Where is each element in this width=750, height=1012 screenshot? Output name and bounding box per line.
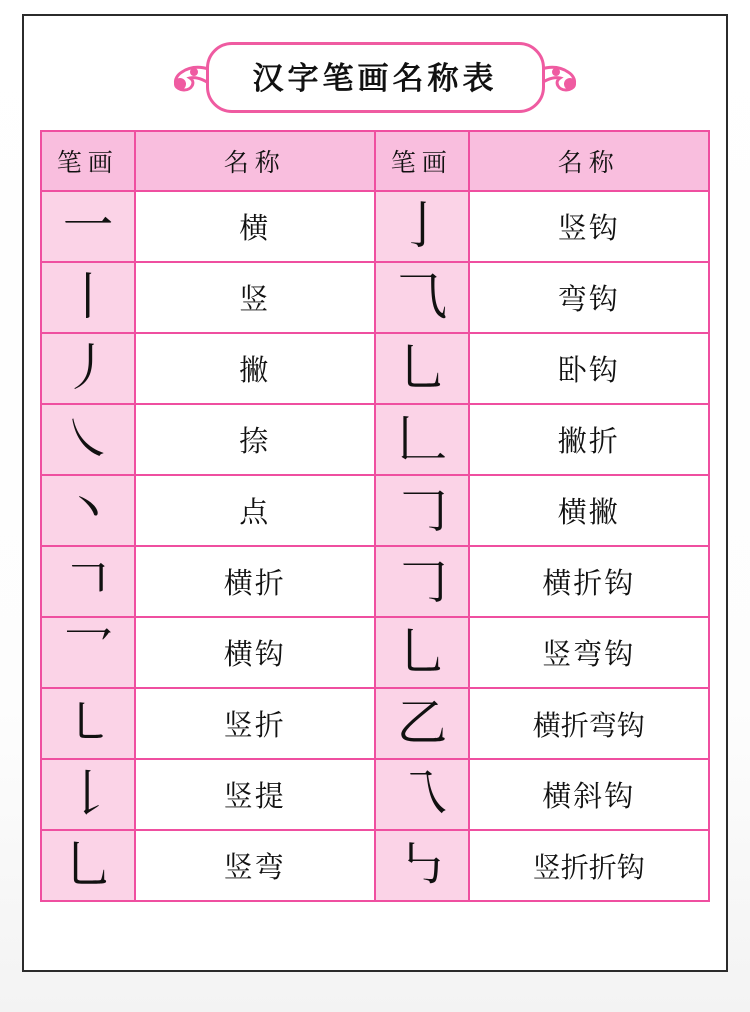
table-row: [41, 830, 709, 901]
stroke-name-cell: 撇: [135, 333, 375, 404]
stroke-name-cell: 竖折: [135, 688, 375, 759]
table-row: [41, 688, 709, 759]
stroke-name-cell: 捺: [135, 404, 375, 475]
stroke-name-cell: 竖钩: [469, 191, 710, 262]
stroke-name-cell: 竖弯: [135, 830, 375, 901]
column-header-name-left: 名称: [135, 131, 375, 191]
stroke-glyph-cell: 亅: [375, 191, 469, 262]
stroke-name-cell: 撇折: [469, 404, 710, 475]
table-row: [41, 333, 709, 404]
stroke-name-cell: 竖弯钩: [469, 617, 710, 688]
stroke-glyph-cell: 乚: [375, 617, 469, 688]
stroke-glyph-cell: ㇏: [41, 404, 135, 475]
stroke-name-cell: 竖: [135, 262, 375, 333]
stroke-name-cell: 竖折折钩: [469, 830, 710, 901]
stroke-name-cell: 竖提: [135, 759, 375, 830]
stroke-glyph-cell: 𠃌: [375, 546, 469, 617]
stroke-name-cell: 横斜钩: [469, 759, 710, 830]
stroke-glyph-cell: 一: [41, 191, 135, 262]
stroke-name-cell: 横折弯钩: [469, 688, 710, 759]
stroke-name-cell: 点: [135, 475, 375, 546]
table-header: [41, 131, 709, 191]
stroke-name-table: [40, 130, 710, 902]
column-header-stroke-right: 笔画: [375, 131, 469, 191]
stroke-glyph-cell: 丶: [41, 475, 135, 546]
stroke-name-cell: 横折钩: [469, 546, 710, 617]
stroke-glyph-cell: 𠃊: [375, 404, 469, 475]
title-banner: [40, 34, 710, 120]
stroke-name-cell: 弯钩: [469, 262, 710, 333]
stroke-glyph-cell: 丿: [41, 333, 135, 404]
table-row: [41, 546, 709, 617]
stroke-glyph-cell: 乚: [375, 333, 469, 404]
column-header-stroke-left: 笔画: [41, 131, 135, 191]
stroke-glyph-cell: ㇉: [375, 830, 469, 901]
stroke-glyph-cell: 乁: [375, 759, 469, 830]
stroke-glyph-cell: 乙: [375, 688, 469, 759]
stroke-glyph-cell: 丨: [41, 262, 135, 333]
stroke-name-cell: 横: [135, 191, 375, 262]
title-plate: [206, 42, 545, 113]
stroke-name-cell: 横折: [135, 546, 375, 617]
table-row: [41, 404, 709, 475]
table-body: [41, 191, 709, 901]
table-row: [41, 191, 709, 262]
stroke-glyph-cell: ㇄: [41, 688, 135, 759]
page-title: 汉字笔画名称表: [252, 60, 498, 97]
stroke-name-cell: 横钩: [135, 617, 375, 688]
table-row: [41, 617, 709, 688]
stroke-glyph-cell: 𠄌: [41, 759, 135, 830]
table-row: [41, 759, 709, 830]
column-header-name-right: 名称: [469, 131, 710, 191]
stroke-glyph-cell: 𠃍: [41, 546, 135, 617]
stroke-glyph-cell: 乚: [41, 830, 135, 901]
page-content: [22, 14, 728, 972]
table-row: [41, 262, 709, 333]
stroke-glyph-cell: ⺄: [375, 262, 469, 333]
table-header-row: [41, 131, 709, 191]
stroke-glyph-cell: 乛: [41, 617, 135, 688]
stroke-name-cell: 卧钩: [469, 333, 710, 404]
stroke-name-cell: 横撇: [469, 475, 710, 546]
stroke-glyph-cell: 𠃌: [375, 475, 469, 546]
table-row: [41, 475, 709, 546]
